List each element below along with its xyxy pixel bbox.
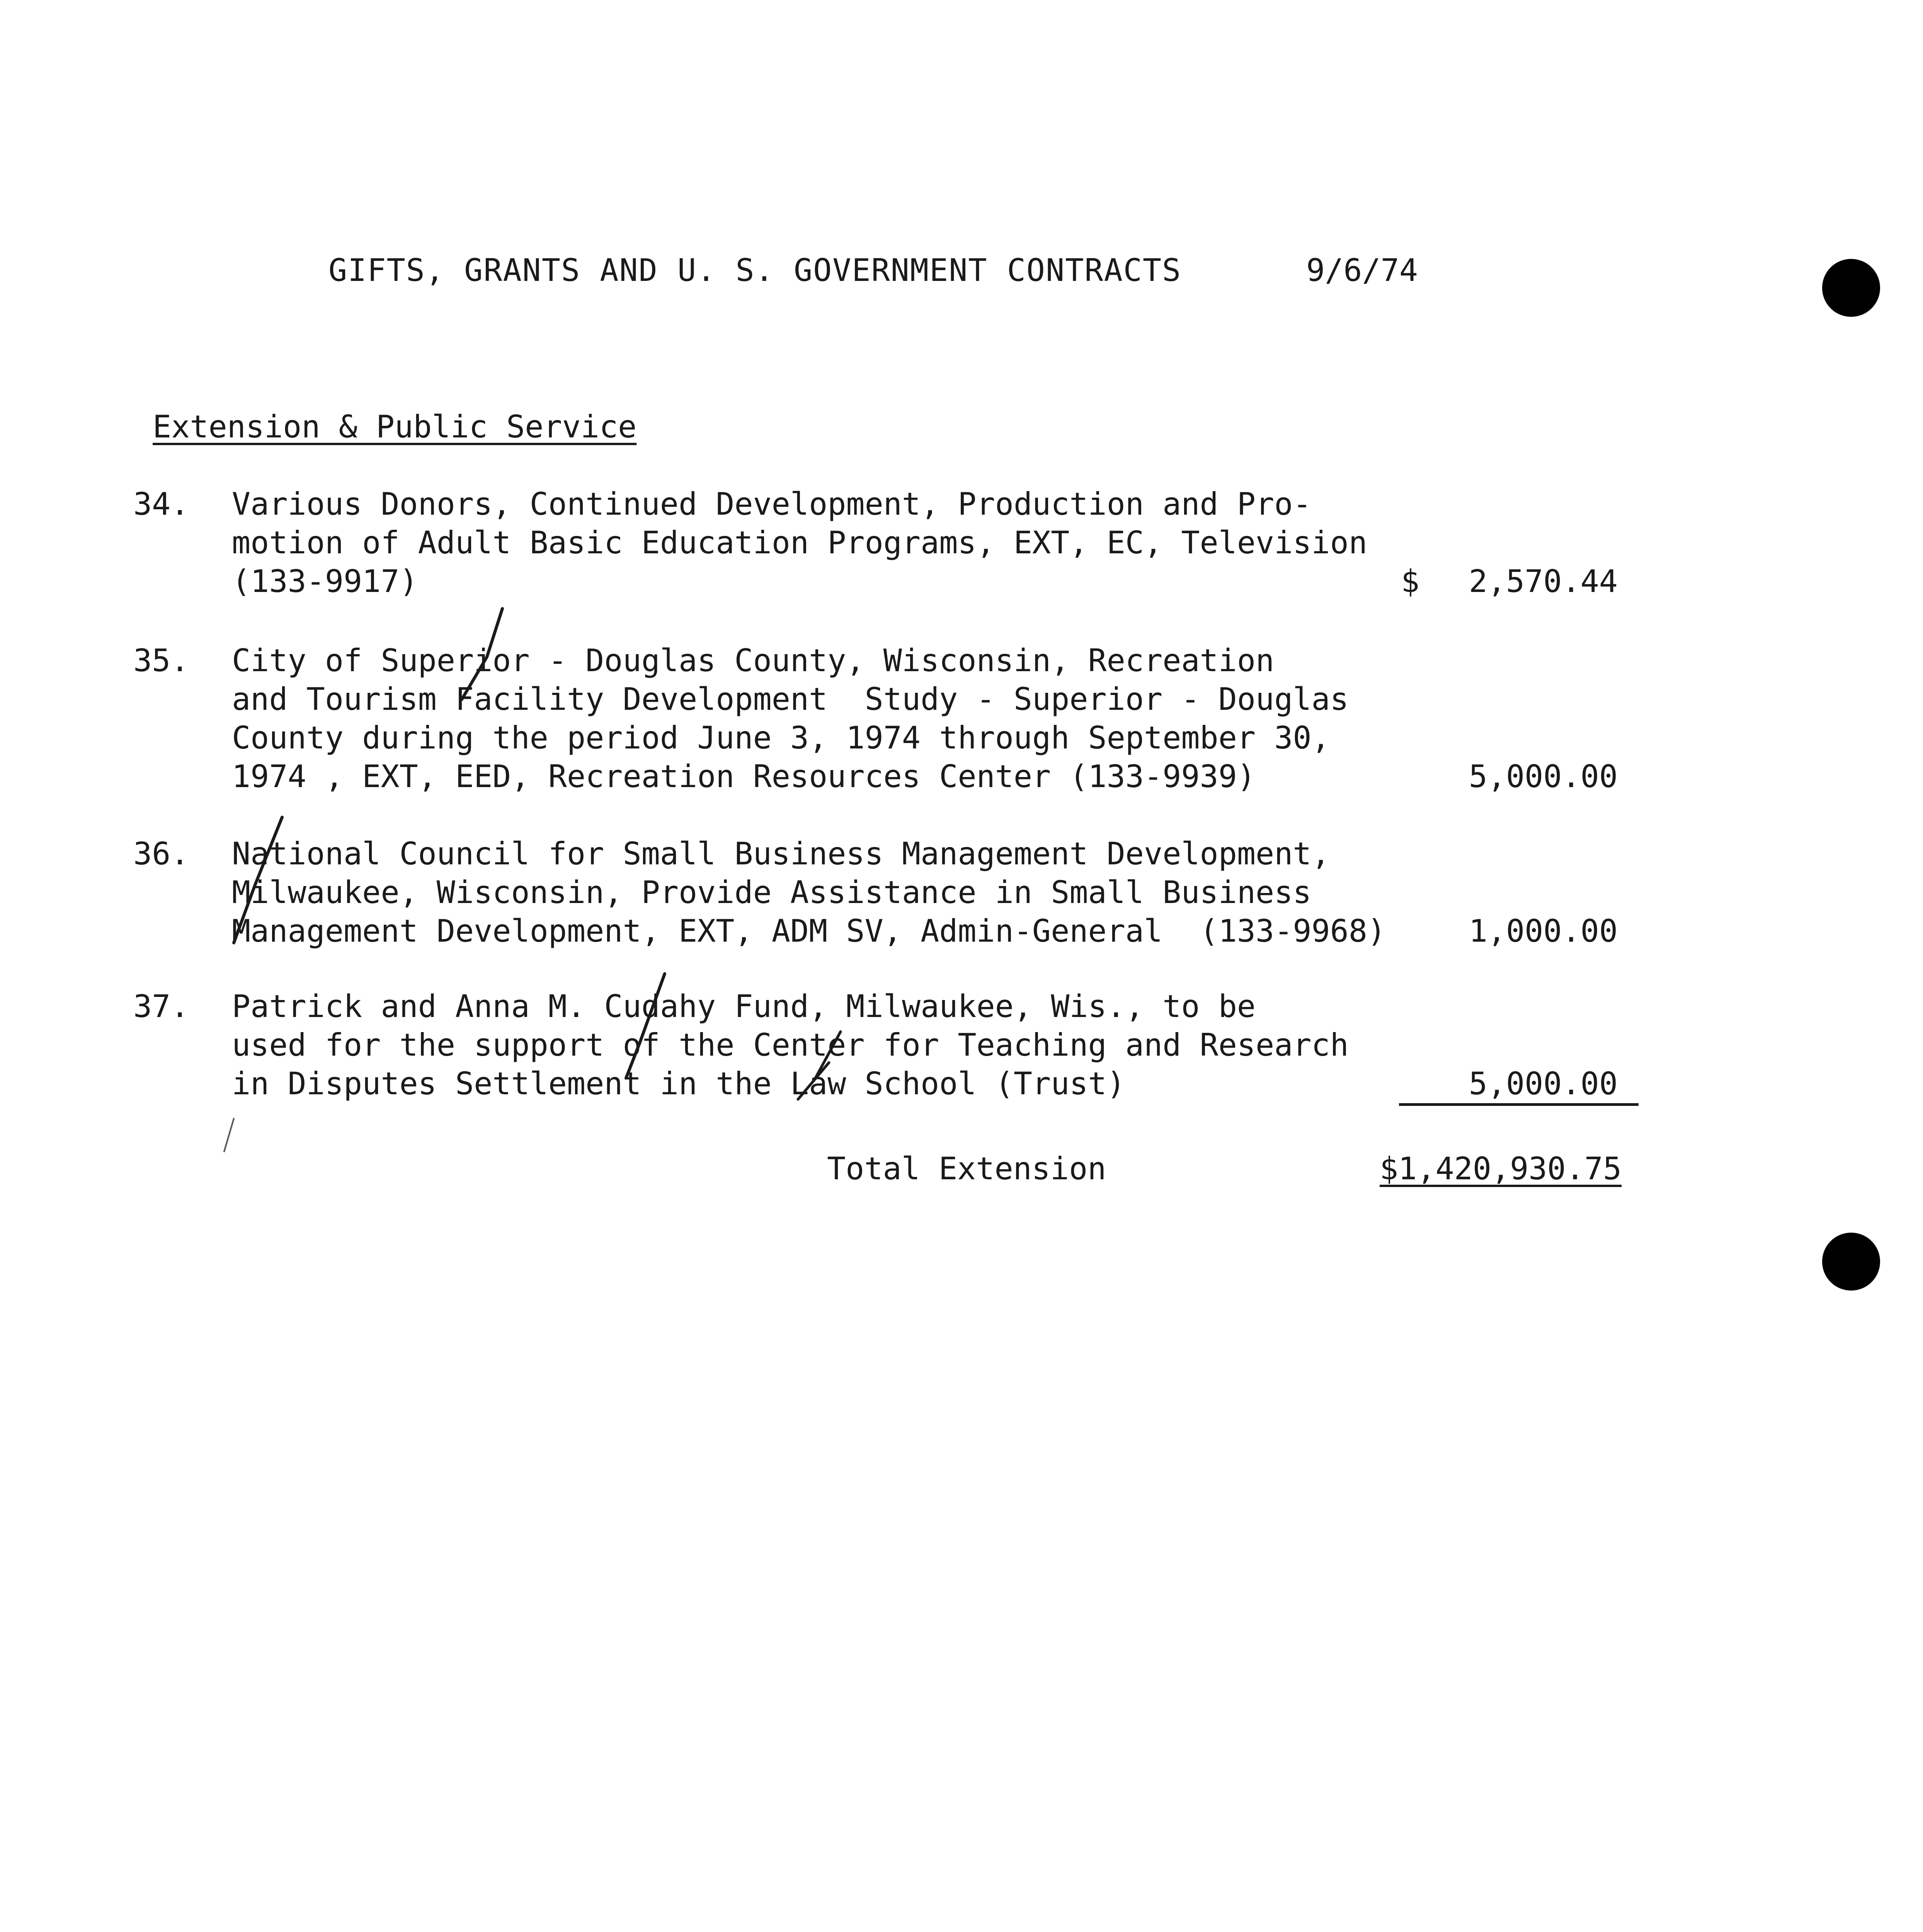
item-37-number: 37.: [133, 988, 189, 1024]
item-36-number: 36.: [133, 836, 189, 872]
item-36-line-2: Milwaukee, Wisconsin, Provide Assistance in Small Business: [232, 874, 1312, 910]
item-35-line-2: and Tourism Facility Development Study - Superior - Douglas: [232, 681, 1349, 717]
item-37-line-2: used for the support of the Center for Teaching and Research: [232, 1027, 1349, 1063]
item-34-line-2: motion of Adult Basic Education Programs, EXT, EC, Television: [232, 525, 1368, 561]
item-36-line-3: Management Development, EXT, ADM SV, Admin-General (133-9968): [232, 913, 1386, 949]
check-mark-center: [815, 1032, 841, 1078]
item-37-amount: 5,000.00: [1469, 1066, 1618, 1102]
item-34-amount: 2,570.44: [1469, 563, 1618, 599]
section-heading: Extension & Public Service: [153, 409, 637, 445]
item-37-line-3: in Disputes Settlement in the Law School (Trust): [232, 1066, 1125, 1102]
document-title: GIFTS, GRANTS AND U. S. GOVERNMENT CONTRACTS: [328, 252, 1182, 288]
item-35-amount: 5,000.00: [1469, 759, 1618, 794]
document-date: 9/6/74: [1306, 252, 1418, 288]
item-35-line-4: 1974 , EXT, EED, Recreation Resources Center (133-9939): [232, 759, 1256, 794]
total-label: Total Extension: [827, 1151, 1106, 1187]
total-amount: $1,420,930.75: [1380, 1151, 1622, 1187]
item-36-amount: 1,000.00: [1469, 913, 1618, 949]
stray-pen-mark: [224, 1119, 234, 1151]
check-mark-national: [234, 817, 282, 943]
item-36-line-1: National Council for Small Business Management Development,: [232, 836, 1330, 872]
check-mark-superior: [462, 609, 502, 699]
item-35-line-1: City of Superior - Douglas County, Wisconsin, Recreation: [232, 643, 1275, 679]
check-mark-cudahy: [626, 974, 665, 1078]
item-35-number: 35.: [133, 643, 189, 679]
item-37-line-1: Patrick and Anna M. Cudahy Fund, Milwaukee, Wis., to be: [232, 988, 1256, 1024]
item-35-line-3: County during the period June 3, 1974 through September 30,: [232, 720, 1330, 756]
check-mark-law: [798, 1063, 829, 1099]
item-34-line-1: Various Donors, Continued Development, Production and Pro-: [232, 486, 1312, 522]
item-34-line-3: (133-9917): [232, 563, 418, 599]
item-34-currency: $: [1401, 563, 1420, 599]
item-34-number: 34.: [133, 486, 189, 522]
